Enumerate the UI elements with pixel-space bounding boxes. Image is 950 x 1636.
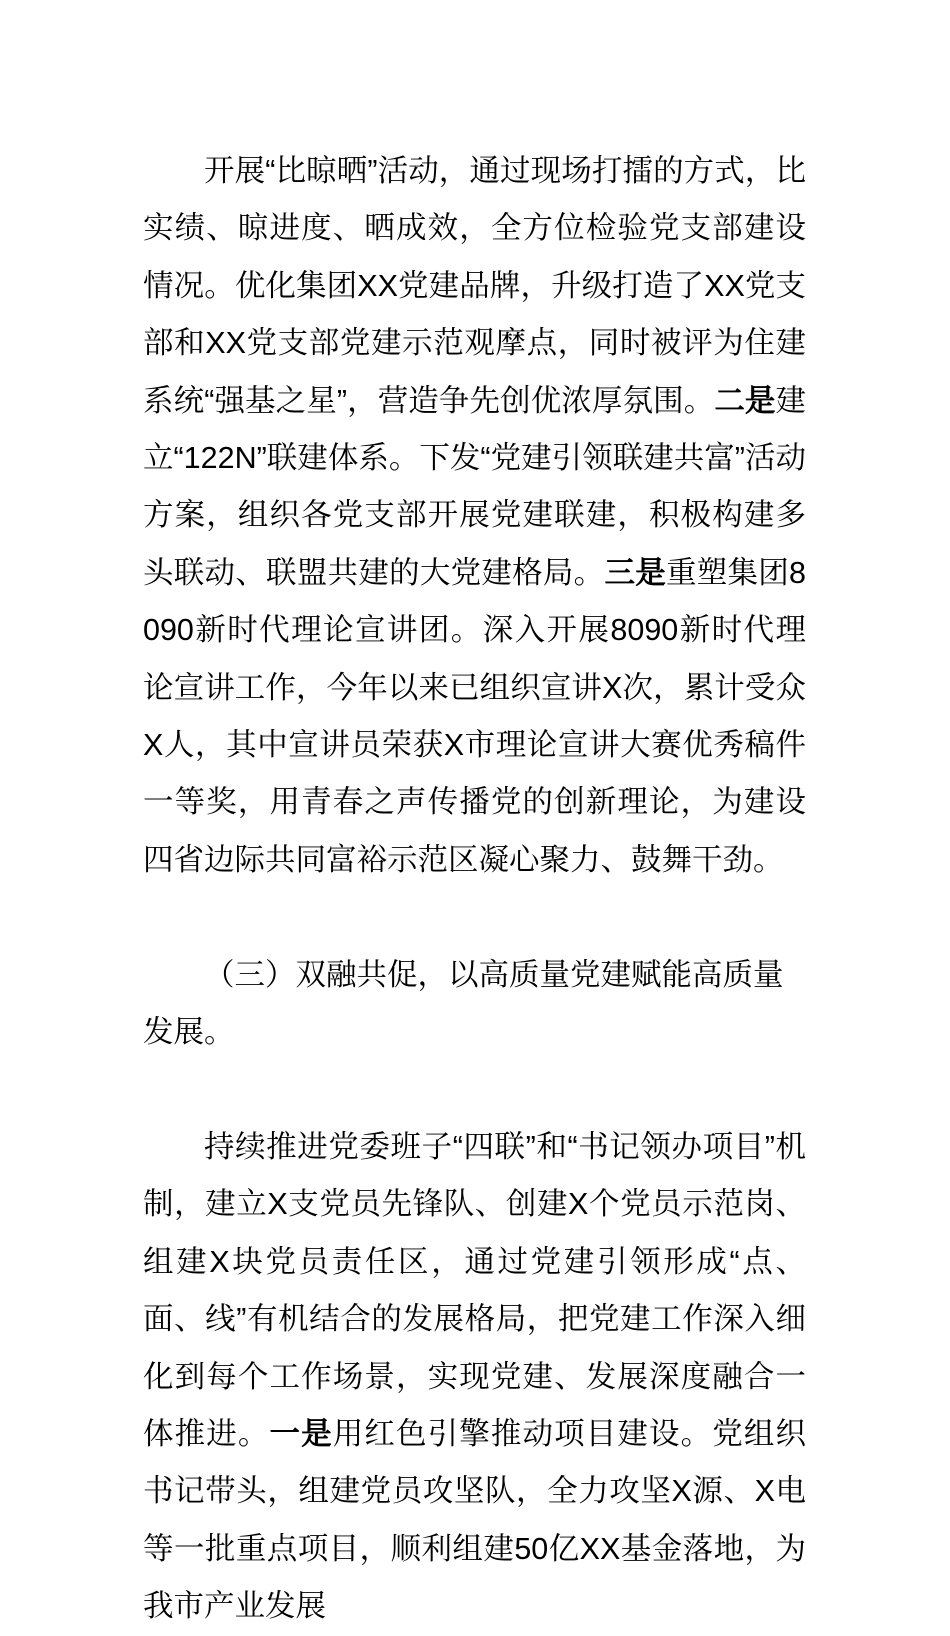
blank-line-after-heading <box>143 1061 806 1118</box>
section-heading-three <box>143 947 806 1062</box>
text-run: 持续推进党委班子“四联”和“书记领办项目”机制，建立X支党员先锋队、创建X个党员示范岗、组建X块党员责任区，通过党建引领形成“点、面、线”有机结合的发展格局，把党建工作深入细化到每个工作场景，实现党建、发展深度融合一体推进。 <box>143 1129 806 1451</box>
text-run: （三）双融共促，以高质量党建赋能高质量发展。 <box>143 957 784 1050</box>
paragraph-bi-liang-shai <box>143 143 806 889</box>
text-run: 开展“比晾晒”活动，通过现场打擂的方式，比实绩、晾进度、晒成效，全方位检验党支部建设情况。优化集团XX党建品牌，升级打造了XX党支部和XX党支部党建示范观摩点，同时被评为住建系统“强基之星”，营造争先创优浓厚氛围。 <box>143 154 806 418</box>
text-run: 建立“122N”联建体系。下发“党建引领联建共富”活动方案，组织各党支部开展党建联建，积极构建多头联动、联盟共建的大党建格局。 <box>143 383 807 590</box>
text-run: 用红色引擎推动项目建设。党组织书记带头，组建党员攻坚队，全力攻坚X源、X电等一批重点项目，顺利组建50亿XX基金落地，为我市产业发展 <box>143 1416 806 1624</box>
paragraph-shuang-rong-gong-cu <box>143 1119 806 1636</box>
emphasis-marker: 一是 <box>269 1416 333 1451</box>
blank-line-before-heading <box>143 889 806 946</box>
text-run: 重塑集团8090新时代理论宣讲团。深入开展8090新时代理论宣讲工作，今年以来已组织宣讲X次，累计受众X人，其中宣讲员荣获X市理论宣讲大赛优秀稿件一等奖，用青春之声传播党的创新理论，为建设四省边际共同富裕示范区凝心聚力、鼓舞干劲。 <box>143 555 807 877</box>
emphasis-marker: 二是 <box>714 383 776 418</box>
document-body <box>143 143 806 1636</box>
emphasis-marker: 三是 <box>604 555 666 590</box>
